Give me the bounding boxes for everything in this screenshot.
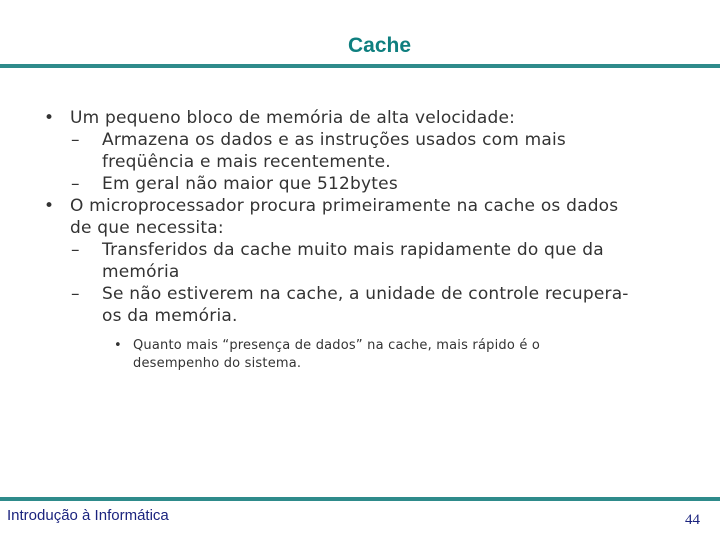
- sub-bullet-text: Armazena os dados e as instruções usados com mais freqüência e mais recentemente.: [102, 130, 566, 172]
- sub-bullet-text: Transferidos da cache muito mais rapidamente do que da memória: [102, 240, 604, 282]
- sub-bullet-text: Se não estiverem na cache, a unidade de controle recupera-os da memória.: [102, 284, 629, 326]
- dash-marker: –: [71, 174, 80, 194]
- dash-marker: –: [71, 284, 80, 304]
- sub-bullet-item: [0, 283, 642, 327]
- bullet-text: O microprocessador procura primeiramente na cache os dados de que necessita:: [70, 196, 619, 238]
- note-bullet-marker: •: [114, 338, 122, 353]
- dash-marker: –: [71, 130, 80, 150]
- sub-bullet-item: [0, 129, 642, 173]
- slide-title: Cache: [348, 34, 412, 57]
- note-text: Quanto mais “presença de dados” na cache, mais rápido é o desempenho do sistema.: [133, 338, 540, 371]
- bullet-marker: •: [44, 196, 55, 216]
- title-divider: [0, 64, 720, 68]
- page-number: 44: [685, 512, 700, 528]
- dash-marker: –: [71, 240, 80, 260]
- bullet-item: [0, 195, 630, 239]
- bullet-text: Um pequeno bloco de memória de alta velocidade:: [70, 108, 516, 128]
- footer-course-title: Introdução à Informática: [7, 507, 169, 524]
- bullet-item: [0, 107, 630, 129]
- sub-bullet-item: [0, 173, 642, 195]
- note-item: [0, 337, 613, 373]
- slide-content: [0, 107, 720, 373]
- sub-bullet-text: Em geral não maior que 512bytes: [102, 174, 398, 194]
- bullet-marker: •: [44, 108, 55, 128]
- sub-bullet-item: [0, 239, 642, 283]
- footer-divider: [0, 497, 720, 501]
